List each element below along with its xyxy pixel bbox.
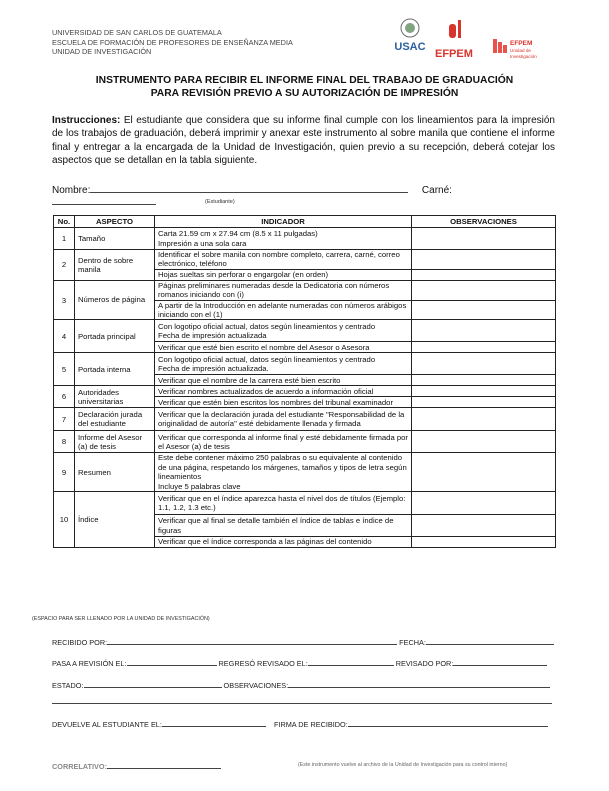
row-number: 4	[54, 320, 75, 353]
returned-label: REGRESÓ REVISADO EL:	[218, 659, 308, 668]
table-row	[54, 228, 556, 250]
table-row	[54, 250, 556, 270]
efpem-logo-text: EFPEM	[435, 48, 473, 60]
correlative-label: CORRELATIVO:	[52, 762, 107, 771]
status-field[interactable]	[84, 679, 222, 688]
observations-label: OBSERVACIONES:	[223, 681, 289, 690]
logos-graphic	[389, 16, 559, 64]
row-aspect: Resumen	[75, 453, 155, 492]
row-number: 8	[54, 431, 75, 453]
received-row	[52, 636, 554, 647]
table-row	[54, 453, 556, 492]
university-name: UNIVERSIDAD DE SAN CARLOS DE GUATEMALA	[52, 28, 222, 37]
row-indicator: Verificar que la declaración jurada del estudiante "Responsabilidad de la originalidad de autoría" esté debidamente llenada y firmada	[155, 408, 412, 431]
logos	[389, 16, 559, 62]
row-observation-cell[interactable]	[412, 431, 556, 453]
status-label: ESTADO:	[52, 681, 84, 690]
row-observation-cell[interactable]	[412, 280, 556, 300]
row-observation-cell[interactable]	[412, 375, 556, 386]
row-indicator: Verificar que corresponda al informe final y esté debidamente firmada por el Asesor (a) de tesis	[155, 431, 412, 453]
correlative-field[interactable]	[107, 760, 221, 769]
row-number: 7	[54, 408, 75, 431]
return-date-label: DEVUELVE AL ESTUDIANTE EL:	[52, 720, 162, 729]
return-row	[52, 718, 548, 729]
row-number: 2	[54, 250, 75, 281]
row-observation-cell[interactable]	[412, 537, 556, 548]
efpem-mark-icon	[449, 24, 456, 38]
document-title	[0, 74, 609, 100]
row-indicator: Verificar que estén bien escritos los nombres del tribunal examinador	[155, 397, 412, 408]
row-aspect: Declaración jurada del estudiante	[75, 408, 155, 431]
row-aspect: Dentro de sobre manila	[75, 250, 155, 281]
row-observation-cell[interactable]	[412, 342, 556, 353]
school-name: ESCUELA DE FORMACIÓN DE PROFESORES DE ENSEÑANZA MEDIA	[52, 37, 293, 47]
table-row	[54, 408, 556, 431]
row-number: 9	[54, 453, 75, 492]
review-date-field[interactable]	[127, 657, 217, 666]
row-indicator: A partir de la Introducción en adelante numeradas con números arábigos iniciando con el (1)	[155, 300, 412, 320]
row-observation-cell[interactable]	[412, 453, 556, 492]
carne-field[interactable]	[52, 196, 156, 205]
reviewed-by-label: REVISADO POR:	[395, 659, 454, 668]
svg-text:Unidad de: Unidad de	[510, 48, 531, 53]
name-label: Nombre:	[52, 185, 91, 196]
row-indicator: Verificar que esté bien escrito el nombre del Asesor o Asesora	[155, 342, 412, 353]
unit-name: UNIDAD DE INVESTIGACIÓN	[52, 47, 152, 56]
row-number: 1	[54, 228, 75, 250]
status-row	[52, 679, 550, 690]
table-row	[54, 492, 556, 515]
row-aspect: Portada principal	[75, 320, 155, 353]
row-observation-cell[interactable]	[412, 269, 556, 280]
row-indicator: Con logotipo oficial actual, datos según lineamientos y centrado Fecha de impresión actualizada	[155, 320, 412, 342]
row-aspect: Portada interna	[75, 353, 155, 386]
header-aspect: ASPECTO	[75, 216, 155, 228]
table-body	[54, 228, 556, 548]
footer-note: (Este instrumento vuelve al archivo de la Unidad de Investigación para su control interno)	[298, 762, 508, 768]
row-indicator: Carta 21.59 cm x 27.94 cm (8.5 x 11 pulgadas) Impresión a una sola cara	[155, 228, 412, 250]
review-date-label: PASA A REVISIÓN EL:	[52, 659, 127, 668]
instructions-label: Instrucciones:	[52, 115, 121, 126]
reviewed-by-field[interactable]	[453, 657, 547, 666]
row-indicator: Páginas preliminares numeradas desde la Dedicatoria con números romanos iniciando con (i)	[155, 280, 412, 300]
title-line-2: PARA REVISIÓN PREVIO A SU AUTORIZACIÓN DE IMPRESIÓN	[150, 88, 459, 99]
name-field[interactable]	[90, 184, 408, 193]
row-indicator: Verificar que el índice corresponda a las páginas del contenido	[155, 537, 412, 548]
row-indicator: Identificar el sobre manila con nombre completo, carrera, carné, correo electrónico, teléfono	[155, 250, 412, 270]
institution-header	[52, 28, 293, 57]
row-indicator: Hojas sueltas sin perforar o engargolar (en orden)	[155, 269, 412, 280]
review-row	[52, 657, 547, 668]
title-line-1: INSTRUMENTO PARA RECIBIR EL INFORME FINAL DEL TRABAJO DE GRADUACIÓN	[95, 75, 514, 86]
signature-field[interactable]	[348, 718, 548, 727]
received-by-field[interactable]	[107, 636, 397, 645]
table-row	[54, 320, 556, 342]
checklist-table	[53, 215, 556, 548]
row-number: 6	[54, 386, 75, 408]
observations-extra-row	[52, 695, 552, 706]
table-row	[54, 353, 556, 375]
returned-field[interactable]	[308, 657, 394, 666]
row-number: 3	[54, 280, 75, 320]
row-aspect: Índice	[75, 492, 155, 548]
header-no: No.	[54, 216, 75, 228]
date-field[interactable]	[426, 636, 554, 645]
row-number: 10	[54, 492, 75, 548]
observations-extra-line[interactable]	[52, 695, 552, 704]
row-number: 5	[54, 353, 75, 386]
observations-field[interactable]	[288, 679, 550, 688]
carne-label: Carné:	[421, 185, 452, 196]
row-indicator: Verificar que el nombre de la carrera esté bien escrito	[155, 375, 412, 386]
row-aspect: Autoridades universitarias	[75, 386, 155, 408]
header-indicator: INDICADOR	[155, 216, 412, 228]
correlative-row	[52, 760, 221, 771]
row-aspect: Tamaño	[75, 228, 155, 250]
efpem-unit-logo-text: EFPEM	[510, 40, 533, 47]
row-observation-cell[interactable]	[412, 320, 556, 342]
return-date-field[interactable]	[162, 718, 266, 727]
row-indicator: Verificar que en el índice aparezca hasta el nivel dos de títulos (Ejemplo: 1.1, 1.2, 1.3 etc.)	[155, 492, 412, 515]
space-note: (ESPACIO PARA SER LLENADO POR LA UNIDAD DE INVESTIGACIÓN)	[32, 616, 210, 622]
row-indicator: Verificar que al final se detalle también el índice de tablas e índice de figuras	[155, 515, 412, 537]
row-observation-cell[interactable]	[412, 492, 556, 515]
row-observation-cell[interactable]	[412, 397, 556, 408]
row-aspect: Informe del Asesor (a) de tesis	[75, 431, 155, 453]
row-observation-cell[interactable]	[412, 386, 556, 397]
table-row	[54, 280, 556, 300]
student-note: (Estudiante)	[205, 199, 235, 205]
row-observation-cell[interactable]	[412, 353, 556, 375]
received-by-label: RECIBIDO POR:	[52, 638, 108, 647]
row-observation-cell[interactable]	[412, 250, 556, 270]
table-row	[54, 431, 556, 453]
usac-logo-text: USAC	[394, 41, 426, 53]
student-info-row	[52, 184, 555, 208]
row-observation-cell[interactable]	[412, 408, 556, 431]
header-observations: OBSERVACIONES	[412, 216, 556, 228]
row-observation-cell[interactable]	[412, 228, 556, 250]
row-indicator: Con logotipo oficial actual, datos según lineamientos y centrado Fecha de impresión actualizada.	[155, 353, 412, 375]
row-indicator: Este debe contener máximo 250 palabras o su equivalente al contenido de una página, respetando los márgenes, tamaños y tipos de letra según lineamientos Incluye 5 palabras clave	[155, 453, 412, 492]
row-aspect: Números de página	[75, 280, 155, 320]
row-observation-cell[interactable]	[412, 515, 556, 537]
signature-label: FIRMA DE RECIBIDO:	[273, 720, 348, 729]
table-row	[54, 386, 556, 397]
date-label: FECHA:	[399, 638, 426, 647]
row-observation-cell[interactable]	[412, 300, 556, 320]
svg-text:Investigación: Investigación	[510, 54, 537, 59]
table-header-row	[54, 216, 556, 228]
instructions-text: El estudiante que considera que su informe final cumple con los lineamientos para la impresión de los trabajos de graduación, deberá imprimir y anexar este instrumento al sobre manila que contiene el informe final y entregar a la encargada de la Unidad de Investigación, quien previo a su recepción, deberá cotejar los aspectos que se detallan en la tabla siguiente.	[52, 115, 555, 167]
instructions	[52, 114, 555, 168]
row-indicator: Verificar nombres actualizados de acuerdo a información oficial	[155, 386, 412, 397]
